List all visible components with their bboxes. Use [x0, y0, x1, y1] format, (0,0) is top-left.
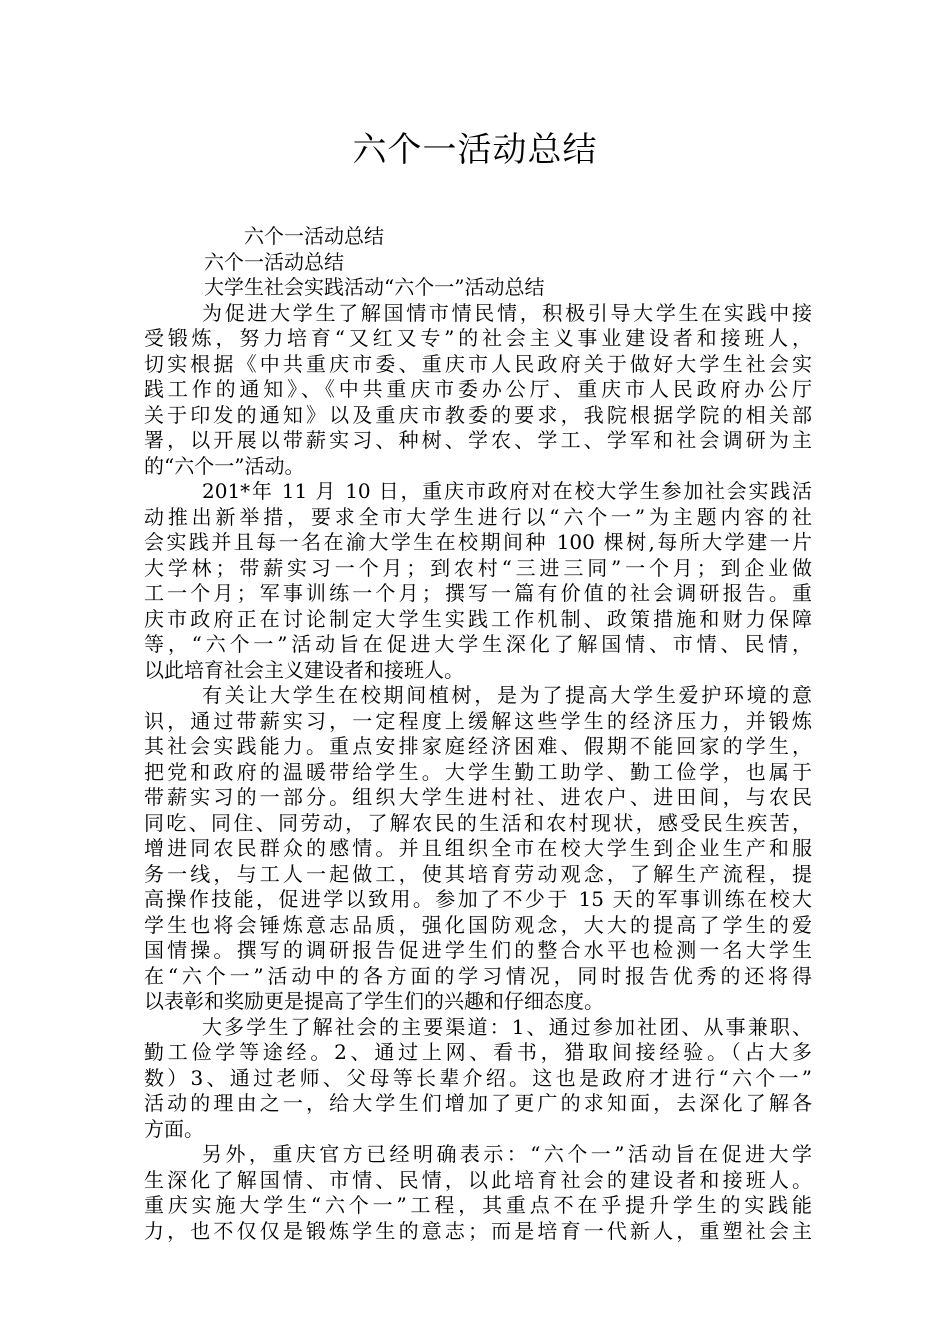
body-line: 方面。 — [144, 1116, 204, 1141]
body-line: 庆市政府正在讨论制定大学生实践工作机制、政策措施和财力保障 — [144, 606, 812, 631]
body-line: 大学林；带薪实习一个月；到农村“三进三同”一个月；到企业做 — [144, 555, 812, 580]
body-line: 关于印发的通知》以及重庆市教委的要求，我院根据学院的相关部 — [144, 402, 812, 427]
body-line: 的“六个一”活动。 — [144, 453, 305, 478]
body-line: 勤工俭学等途经。2、通过上网、看书，猎取间接经验。（占大多 — [144, 1040, 812, 1064]
body-line: 重庆实施大学生“六个一”工程，其重点不在乎提升学生的实践能 — [144, 1193, 812, 1217]
body-line: 受锻炼，努力培育“又红又专”的社会主义事业建设者和接班人， — [144, 326, 812, 350]
body-line: 为促进大学生了解国情市情民情，积极引导大学生在实践中接 — [202, 300, 812, 325]
body-line: 六个一活动总结 — [244, 224, 384, 248]
body-line: 工一个月；军事训练一个月；撰写一篇有价值的社会调研报告。重 — [144, 581, 812, 605]
body-line: 有关让大学生在校期间植树，是为了提高大学生爱护环境的意 — [202, 683, 812, 707]
body-line: 会实践并且每一名在渝大学生在校期间种 100 棵树,每所大学建一片 — [144, 530, 812, 554]
body-line: 大多学生了解社会的主要渠道：1、通过参加社团、从事兼职、 — [202, 1014, 812, 1039]
body-line: 把党和政府的温暖带给学生。大学生勤工助学、勤工俭学，也属于 — [144, 759, 812, 784]
body-line: 切实根据《中共重庆市委、重庆市人民政府关于做好大学生社会实 — [144, 351, 812, 376]
body-line: 大学生社会实践活动“六个一”活动总结 — [204, 275, 545, 299]
body-line: 动推出新举措，要求全市大学生进行以“六个一”为主题内容的社 — [144, 504, 812, 529]
body-line: 等，“六个一”活动旨在促进大学生深化了解国情、市情、民情， — [144, 632, 812, 656]
document-title: 六个一活动总结 — [352, 130, 598, 170]
body-line: 识，通过带薪实习，一定程度上缓解这些学生的经济压力，并锻炼 — [144, 708, 812, 733]
body-line: 以此培育社会主义建设者和接班人。 — [144, 657, 464, 682]
body-line: 另外，重庆官方已经明确表示：“六个一”活动旨在促进大学 — [202, 1142, 812, 1166]
document-body — [144, 224, 812, 1244]
body-line: 六个一活动总结 — [204, 249, 344, 274]
body-line: 增进同农民群众的感情。并且组织全市在校大学生到企业生产和服 — [144, 836, 812, 860]
body-line: 201*年 11 月 10 日，重庆市政府对在校大学生参加社会实践活 — [202, 479, 812, 503]
body-line: 务一线，与工人一起做工，使其培育劳动观念，了解生产流程，提 — [144, 861, 812, 886]
body-line: 高操作技能，促进学以致用。参加了不少于 15 天的军事训练在校大 — [144, 887, 812, 911]
body-line: 同吃、同住、同劳动，了解农民的生活和农村现状，感受民生疾苦， — [144, 810, 812, 835]
body-line: 其社会实践能力。重点安排家庭经济困难、假期不能回家的学生， — [144, 734, 812, 758]
body-line: 数）3、通过老师、父母等长辈介绍。这也是政府才进行“六个一” — [144, 1065, 812, 1090]
body-line: 署，以开展以带薪实习、种树、学农、学工、学军和社会调研为主 — [144, 428, 812, 452]
body-line: 在“六个一”活动中的各方面的学习情况，同时报告优秀的还将得 — [144, 963, 812, 988]
body-line: 生深化了解国情、市情、民情，以此培育社会的建设者和接班人。 — [144, 1167, 812, 1192]
body-line: 学生也将会锤炼意志品质，强化国防观念，大大的提高了学生的爱 — [144, 912, 812, 937]
body-line: 活动的理由之一，给大学生们增加了更广的求知面，去深化了解各 — [144, 1091, 812, 1115]
body-line: 带薪实习的一部分。组织大学生进村社、进农户、进田间，与农民 — [144, 785, 812, 809]
body-line: 以表彰和奖励更是提高了学生们的兴趣和仔细态度。 — [144, 989, 604, 1013]
body-line: 践工作的通知》、《中共重庆市委办公厅、重庆市人民政府办公厅 — [144, 377, 812, 401]
body-line: 国情操。撰写的调研报告促进学生们的整合水平也检测一名大学生 — [144, 938, 812, 962]
body-line: 力，也不仅仅是锻炼学生的意志；而是培育一代新人，重塑社会主 — [144, 1218, 812, 1243]
